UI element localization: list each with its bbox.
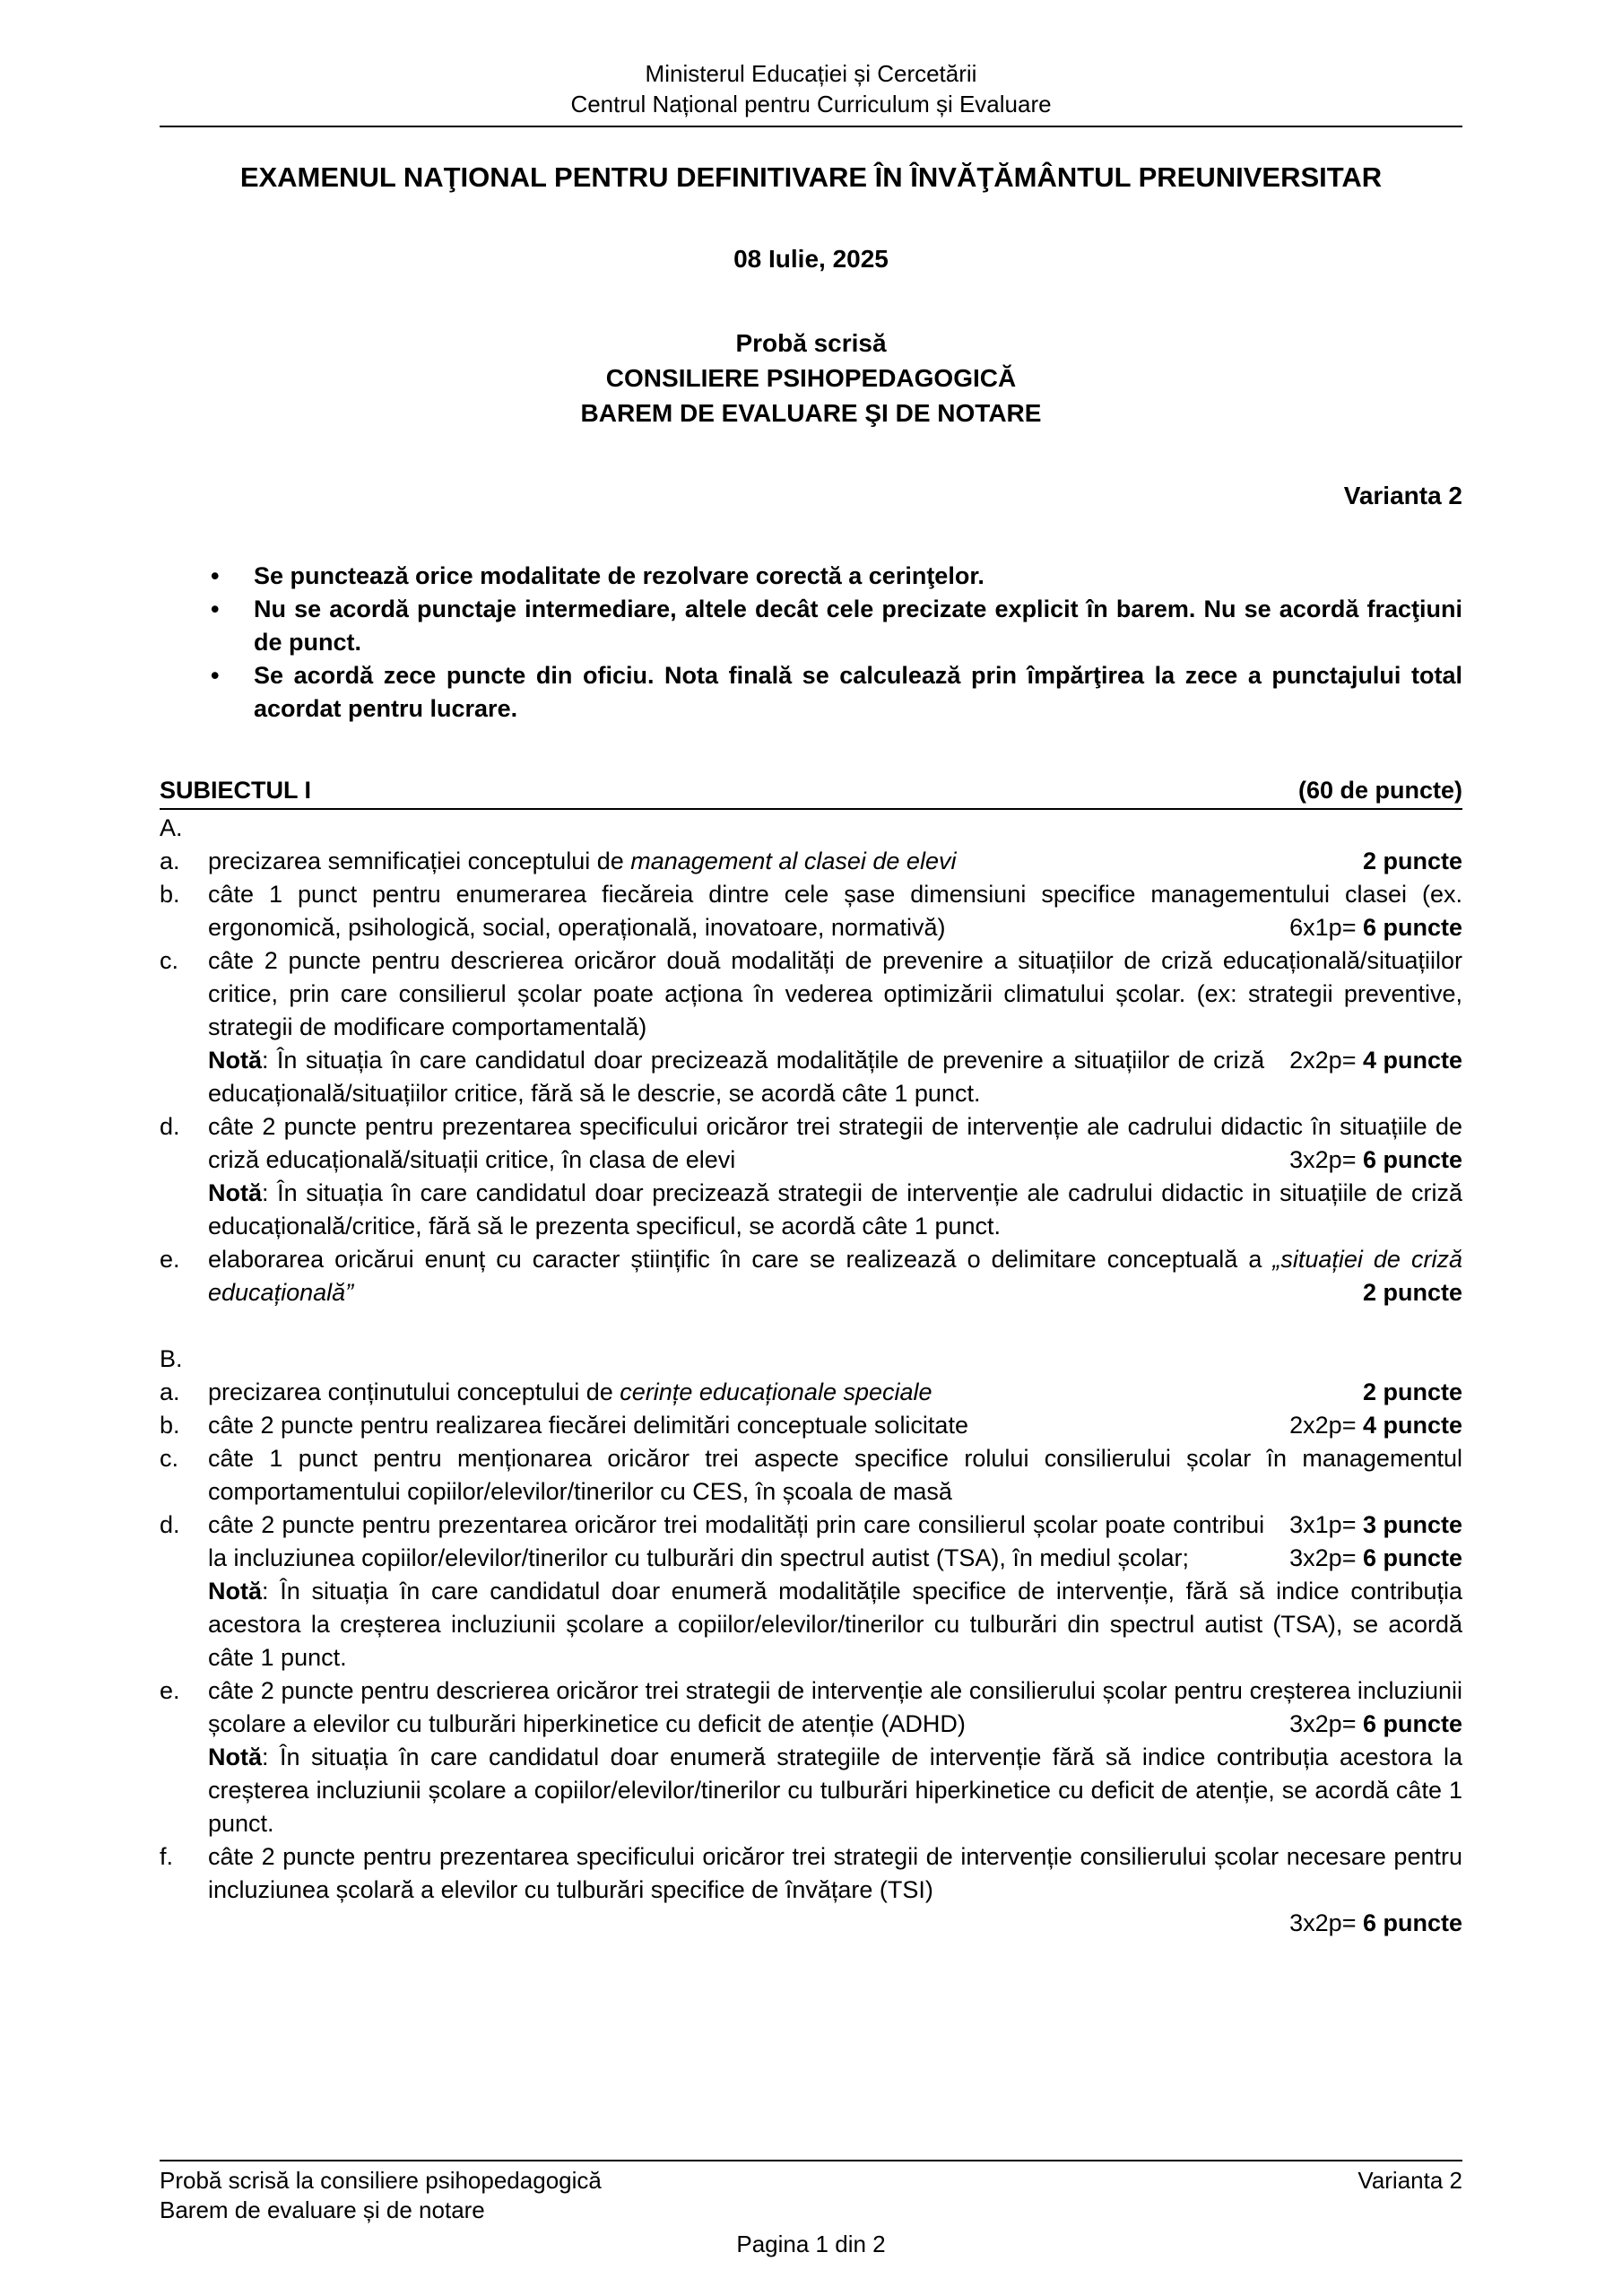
item-body <box>208 1376 1462 1409</box>
text-segment: câte 2 puncte pentru prezentarea oricăror trei modalități prin care consilierul școlar poate contribui la incluziunea copiilor/elevilor/tinerilor cu tulburări din spectrul autist (TSA), în mediul școlar; <box>208 1511 1265 1572</box>
points-value: 2 puncte <box>1362 848 1462 875</box>
rubric-item <box>160 1110 1462 1243</box>
subject-points: (60 de puncte) <box>1297 777 1462 804</box>
bullet-icon: • <box>211 562 220 590</box>
rubric-item <box>160 1442 1462 1539</box>
text-segment: precizarea conținutului conceptului de <box>208 1378 620 1406</box>
item-label: d. <box>160 1511 180 1539</box>
item-label: c. <box>160 947 179 975</box>
rubric-item <box>160 878 1462 944</box>
instruction-text: Nu se acordă punctaje intermediare, altele decât cele precizate explicit în barem. Nu se acordă fracţiuni de punct. <box>254 596 1462 657</box>
rubric-item <box>160 944 1462 1110</box>
section-a-label: A. <box>160 814 183 842</box>
subject-heading <box>160 774 1462 810</box>
item-label: e. <box>160 1246 180 1274</box>
points-value: 4 puncte <box>1362 1412 1462 1439</box>
text-segment: precizarea semnificației conceptului de <box>208 848 631 875</box>
item-points <box>1363 1376 1462 1409</box>
rubric-item <box>160 1674 1462 1840</box>
points-value: 3 puncte <box>1362 1511 1462 1539</box>
instruction-text: Se punctează orice modalitate de rezolvare corectă a cerinţelor. <box>254 562 984 590</box>
item-body <box>208 878 1462 944</box>
text-segment: câte 2 puncte pentru realizarea fiecărei delimitări conceptuale solicitate <box>208 1412 968 1439</box>
document-header <box>160 59 1462 120</box>
points-prefix: 2x2p= <box>1289 1412 1363 1439</box>
points-prefix: 3x2p= <box>1289 1909 1363 1936</box>
item-note <box>208 1741 1462 1840</box>
rubric-item <box>160 1243 1462 1309</box>
rubric-item <box>160 1840 1462 1936</box>
item-note <box>208 1177 1462 1243</box>
section-b-items <box>160 1376 1462 1940</box>
item-body <box>208 944 1462 1044</box>
text-segment: cerințe educaționale speciale <box>620 1378 932 1406</box>
ministry-name: Ministerul Educației și Cercetării <box>645 60 977 87</box>
points-value: 6 puncte <box>1362 1544 1462 1572</box>
item-label: b. <box>160 881 180 909</box>
instruction-item <box>160 560 1462 593</box>
text-segment: : În situația în care candidatul doar precizează strategii de intervenție ale cadrului didactic in situațiile de criză educațională/critice, fără să le prezenta specificul, se acordă câte 1 punct. <box>208 1179 1462 1240</box>
bullet-icon: • <box>211 596 220 623</box>
item-body <box>208 1243 1462 1309</box>
item-body <box>208 1674 1462 1741</box>
item-label: d. <box>160 1113 180 1141</box>
rubric-item <box>160 845 1462 878</box>
item-label: f. <box>160 1842 174 1870</box>
item-body <box>208 1442 1462 1509</box>
text-segment: management al clasei de elevi <box>630 848 957 875</box>
page-footer <box>160 2160 1462 2260</box>
item-body <box>208 1409 1462 1442</box>
points-prefix: 6x1p= <box>1289 914 1363 942</box>
item-label: c. <box>160 1445 179 1473</box>
points-value: 6 puncte <box>1362 1909 1462 1936</box>
item-body <box>208 1509 1462 1575</box>
text-segment: Notă <box>208 1743 262 1770</box>
instruction-item <box>160 593 1462 659</box>
exam-title: EXAMENUL NAŢIONAL PENTRU DEFINITIVARE ÎN ÎNVĂŢĂMÂNTUL PREUNIVERSITAR <box>239 161 1383 193</box>
item-body <box>208 845 1462 878</box>
item-points <box>1289 1907 1462 1940</box>
text-segment: elaborarea oricărui enunț cu caracter științific în care se realizează o delimitare conceptuală a <box>208 1246 1273 1274</box>
text-segment: Notă <box>208 1179 262 1207</box>
subtitle-barem: BAREM DE EVALUARE ŞI DE NOTARE <box>580 398 1042 427</box>
rubric-item <box>160 1376 1462 1409</box>
footer-doc-title: Probă scrisă la consiliere psihopedagogică <box>160 2166 602 2194</box>
item-body <box>208 1110 1462 1177</box>
points-prefix: 3x2p= <box>1289 1146 1363 1174</box>
instruction-item <box>160 659 1462 726</box>
item-label: a. <box>160 848 180 875</box>
footer-variant: Varianta 2 <box>1357 2166 1462 2194</box>
points-prefix: 2x2p= <box>1289 1047 1363 1074</box>
center-name: Centrul Național pentru Curriculum și Evaluare <box>570 90 1052 117</box>
item-note <box>208 1575 1462 1674</box>
item-points <box>1289 1144 1462 1177</box>
text-segment: Notă <box>208 1047 262 1074</box>
bullet-icon: • <box>211 662 220 690</box>
points-value: 6 puncte <box>1362 914 1462 942</box>
points-value: 6 puncte <box>1362 1709 1462 1737</box>
rubric-item <box>160 1509 1462 1674</box>
variant-label: Varianta 2 <box>1343 482 1462 510</box>
text-segment: „situației de criză educațională” <box>208 1246 1462 1307</box>
points-prefix: 3x1p= <box>1289 1511 1363 1539</box>
points-value: 4 puncte <box>1362 1047 1462 1074</box>
instructions-list <box>160 560 1462 726</box>
text-segment: : În situația în care candidatul doar enumeră strategiile de intervenție fără să indice contribuția acestora la creșterea incluziunii școlare a copiilor/elevilor/tinerilor cu tulburări hiperkinetice cu deficit de atenție, se acordă câte 1 punct. <box>208 1743 1462 1837</box>
exam-subtitle <box>160 326 1462 430</box>
points-prefix: 3x2p= <box>1289 1544 1363 1572</box>
item-points <box>1363 1276 1462 1309</box>
points-value: 2 puncte <box>1362 1279 1462 1307</box>
text-segment: câte 2 puncte pentru prezentarea specificului oricăror trei strategii de intervenție ale cadrului didactic în situațiile de criză educațională/situații critice, în clasa de elevi <box>208 1113 1462 1174</box>
text-segment: câte 1 punct pentru menționarea oricăror trei aspecte specifice rolului consilierului școlar în managementul comportamentului copiilor/elevilor/tinerilor cu CES, în școala de masă <box>208 1445 1462 1506</box>
footer-left <box>160 2166 602 2227</box>
text-segment: câte 2 puncte pentru descrierea oricăror două modalități de prevenire a situațiilor de criză educațională/situațiilor critice, prin care consilierul școlar poate acționa în vederea optimizării climatului școlar. (ex: strategii preventive, strategii de modificare comportamentală) <box>208 947 1462 1041</box>
text-segment: Notă <box>208 1578 262 1605</box>
item-label: a. <box>160 1378 180 1406</box>
section-b-label: B. <box>160 1345 183 1373</box>
text-segment: câte 2 puncte pentru descrierea oricăror trei strategii de intervenție ale consilierului școlar pentru creșterea incluziunii școlare a elevilor cu tulburări hiperkinetice cu deficit de atenție (ADHD) <box>208 1677 1462 1737</box>
footer-doc-subtitle: Barem de evaluare și de notare <box>160 2196 485 2224</box>
subject-title: SUBIECTUL I <box>160 777 312 804</box>
footer-page-number: Pagina 1 din 2 <box>736 2231 886 2258</box>
points-prefix: 3x2p= <box>1289 1709 1363 1737</box>
points-value: 6 puncte <box>1362 1146 1462 1174</box>
item-points <box>1363 845 1462 878</box>
subtitle-discipline: CONSILIERE PSIHOPEDAGOGICĂ <box>605 363 1017 392</box>
subtitle-proba: Probă scrisă <box>735 329 887 358</box>
rubric-item <box>160 1409 1462 1442</box>
item-points <box>1289 1542 1462 1575</box>
section-a-items <box>160 845 1462 1309</box>
item-body <box>208 1840 1462 1907</box>
item-label: b. <box>160 1412 180 1439</box>
instruction-text: Se acordă zece puncte din oficiu. Nota finală se calculează prin împărţirea la zece a punctajului total acordat pentru lucrare. <box>254 662 1462 723</box>
text-segment: : În situația în care candidatul doar precizează modalitățile de prevenire a situațiilor de criză educațională/situațiilor critice, fără să le descrie, se acordă câte 1 punct. <box>208 1047 1265 1108</box>
item-points <box>1289 1708 1462 1741</box>
item-points <box>1289 911 1462 944</box>
exam-date: 08 Iulie, 2025 <box>733 244 889 273</box>
item-note <box>208 1044 1462 1110</box>
header-divider <box>160 126 1462 127</box>
item-points <box>1289 1409 1462 1442</box>
text-segment: câte 1 punct pentru enumerarea fiecăreia dintre cele șase dimensiuni specifice managementului clasei (ex. ergonomică, psihologică, social, operațională, inovatoare, normativă) <box>208 881 1462 942</box>
item-points <box>1289 1044 1462 1077</box>
item-label: e. <box>160 1677 180 1704</box>
text-segment: : În situația în care candidatul doar enumeră modalitățile specifice de intervenție, fără să indice contribuția acestora la creșterea incluziunii școlare a copiilor/elevilor/tinerilor cu tulburări din spectrul autist (TSA), se acordă câte 1 punct. <box>208 1578 1462 1672</box>
points-value: 2 puncte <box>1362 1378 1462 1406</box>
text-segment: câte 2 puncte pentru prezentarea specificului oricăror trei strategii de intervenție consilierului școlar necesare pentru incluziunea școlară a elevilor cu tulburări specifice de învățare (TSI) <box>208 1842 1462 1903</box>
